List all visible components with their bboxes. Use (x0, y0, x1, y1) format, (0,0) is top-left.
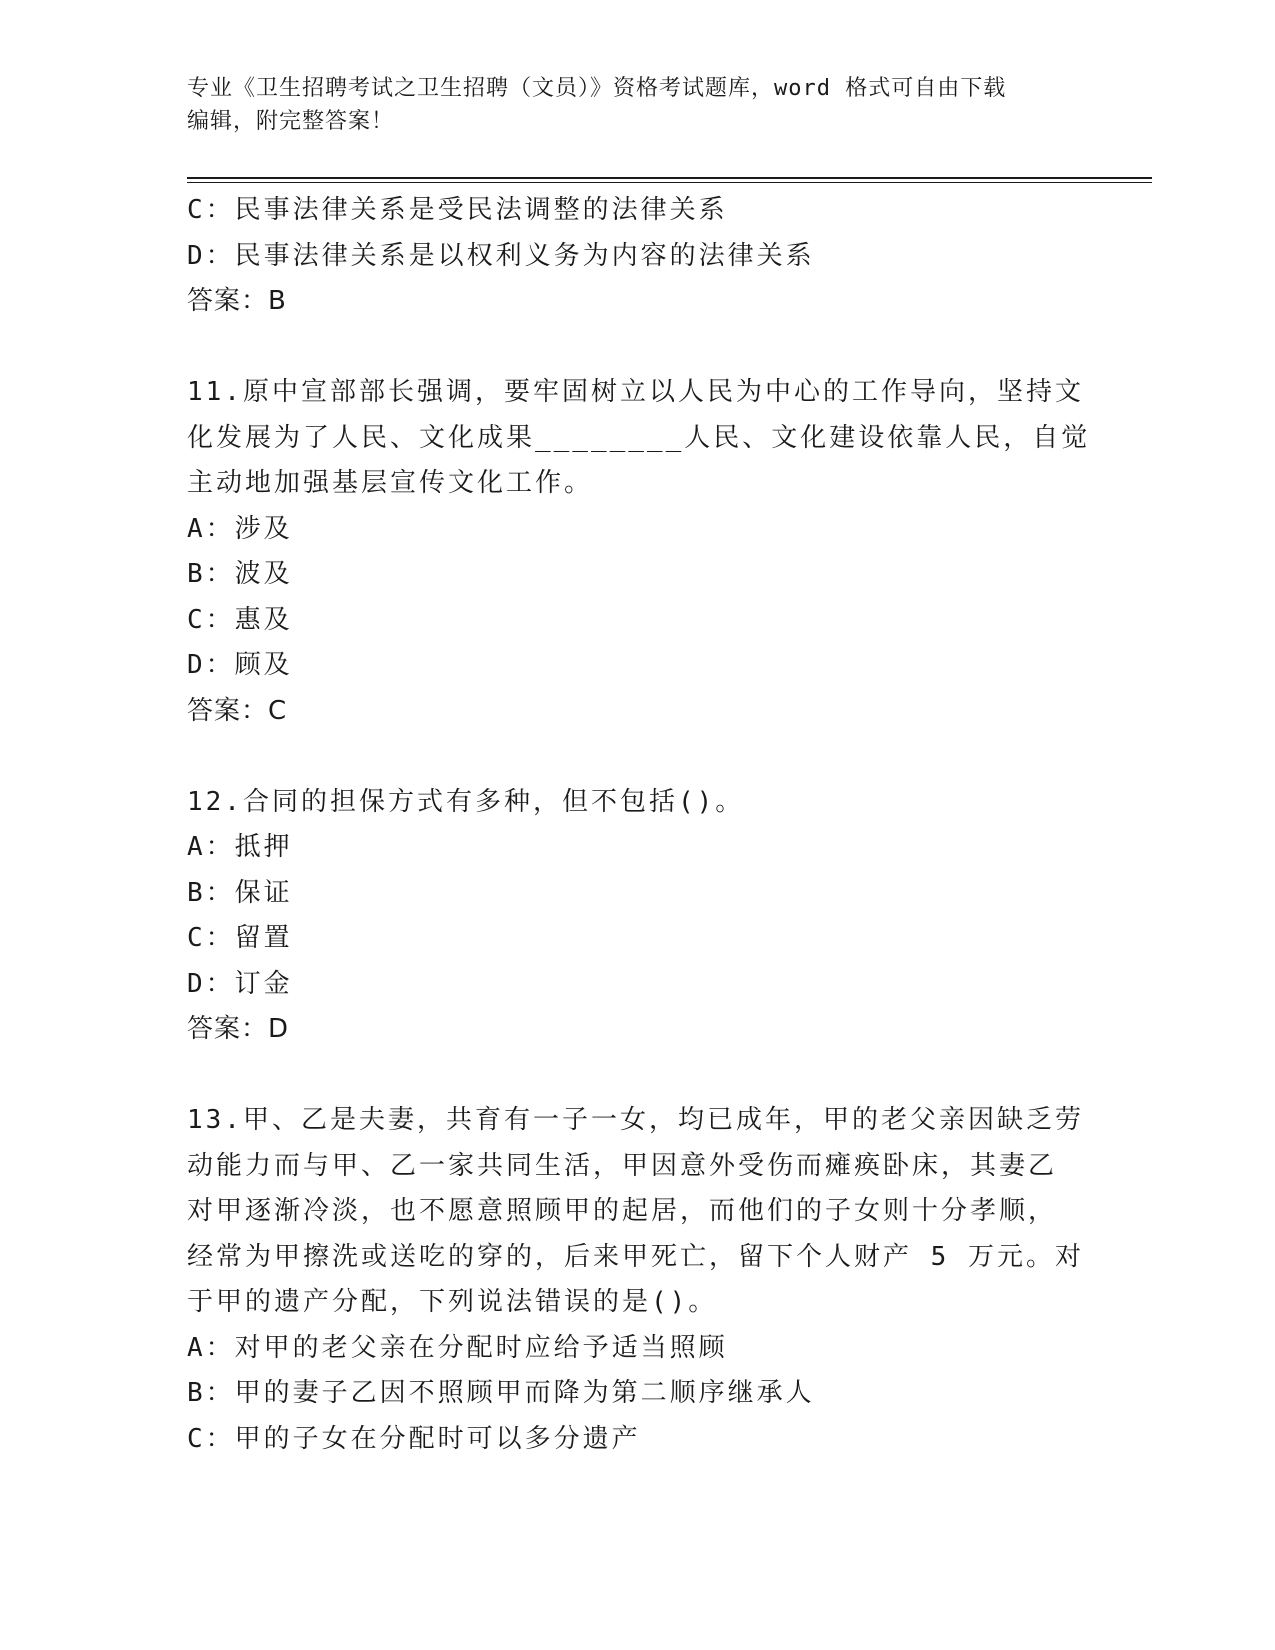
question-text-line: 化发展为了人民、文化成果________人民、文化建设依靠人民，自觉 (187, 422, 1091, 453)
option-c: C：留置 (187, 923, 293, 953)
option-c: C：甲的子女在分配时可以多分遗产 (187, 1423, 641, 1454)
header-line-1: 专业《卫生招聘考试之卫生招聘（文员）》资格考试题库，word 格式可自由下载 (187, 76, 1007, 101)
question-text-line: 经常为甲擦洗或送吃的穿的，后来甲死亡，留下个人财产 5 万元。对 (187, 1241, 1084, 1272)
option-a: A：对甲的老父亲在分配时应给予适当照顾 (187, 1332, 728, 1363)
question-11 (187, 370, 1091, 734)
question-text-line: 动能力而与甲、乙一家共同生活，甲因意外受伤而瘫痪卧床，其妻乙 (187, 1150, 1058, 1181)
header-divider-thin (187, 182, 1152, 183)
option-c: C：惠及 (187, 604, 293, 635)
option-b: B：甲的妻子乙因不照顾甲而降为第二顺序继承人 (187, 1378, 815, 1408)
option-d: D：顾及 (187, 650, 293, 680)
answer-label: 答案：C (187, 695, 288, 726)
spacer (187, 1053, 1087, 1099)
question-12 (187, 780, 1087, 1053)
option-b: B：波及 (187, 559, 293, 589)
question-text-line: 于甲的遗产分配，下列说法错误的是()。 (187, 1287, 718, 1317)
question-text-line: 主动地加强基层宣传文化工作。 (187, 468, 594, 498)
question-text-line: 13.甲、乙是夫妻，共育有一子一女，均已成年，甲的老父亲因缺乏劳 (187, 1105, 1084, 1135)
question-13 (187, 1098, 1087, 1462)
option-b: B：保证 (187, 877, 293, 908)
spacer (187, 734, 1087, 780)
header-divider-thick (187, 177, 1152, 179)
option-d: D：民事法律关系是以权利义务为内容的法律关系 (187, 240, 815, 271)
option-d: D：订金 (187, 968, 293, 999)
question-text-line: 对甲逐渐冷淡，也不愿意照顾甲的起居，而他们的子女则十分孝顺， (187, 1196, 1058, 1226)
answer-label: 答案：B (187, 286, 287, 316)
option-a: A：涉及 (187, 513, 293, 544)
document-header (187, 72, 1087, 138)
question-text-line: 11.原中宣部部长强调，要牢固树立以人民为中心的工作导向，坚持文 (187, 377, 1084, 407)
option-c: C：民事法律关系是受民法调整的法律关系 (187, 195, 728, 225)
answer-label: 答案：D (187, 1014, 290, 1044)
question-content (187, 188, 1091, 1462)
spacer (187, 325, 1087, 371)
option-a: A：抵押 (187, 832, 293, 862)
prev-question-block (187, 188, 1087, 325)
question-text-line: 12.合同的担保方式有多种，但不包括()。 (187, 786, 745, 817)
header-line-2: 编辑，附完整答案！ (187, 109, 395, 134)
